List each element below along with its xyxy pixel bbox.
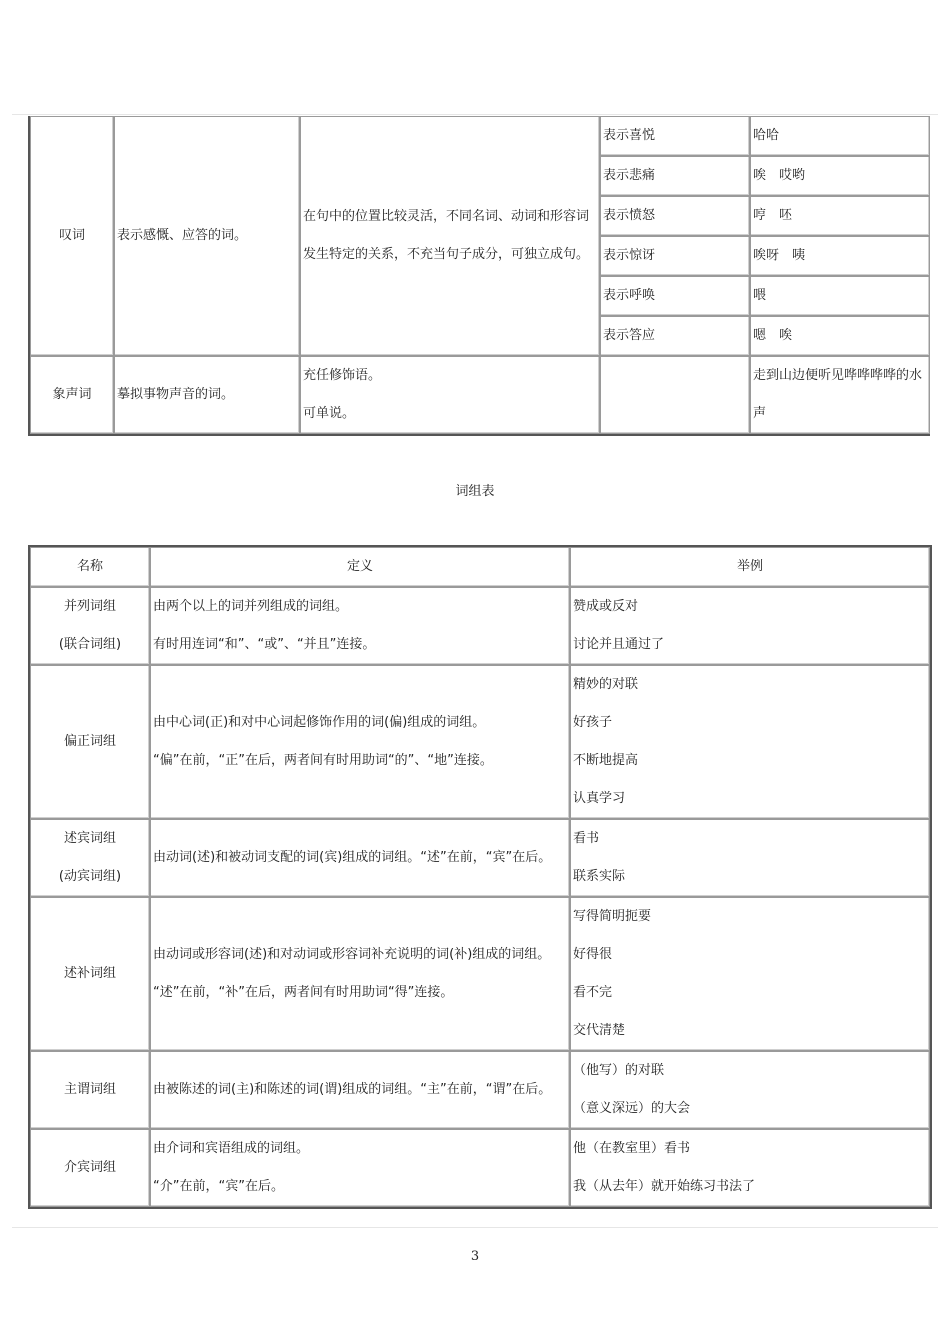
name-line: (动宾词组) [58, 869, 122, 884]
example-line: 好得很 [573, 947, 613, 962]
phrase-name [30, 665, 150, 819]
def-line: 由介词和宾语组成的词组。 [153, 1141, 310, 1156]
example-line: 好孩子 [573, 715, 613, 730]
interjection-sub-label: 表示悲痛 [600, 156, 750, 196]
def-line: 由动词(述)和被动词支配的词(宾)组成的词组。“述”在前，“宾”在后。 [153, 850, 552, 865]
interjection-sub-example: 唉 哎哟 [750, 156, 930, 196]
phrase-table-title: 词组表 [455, 484, 495, 499]
phrase-examples [570, 819, 930, 897]
table-row [30, 1051, 930, 1129]
interjection-sub-example: 哈哈 [750, 116, 930, 156]
example-line: 不断地提高 [573, 753, 639, 768]
example-line: 认真学习 [573, 791, 626, 806]
phrase-examples [570, 1129, 930, 1207]
name-line: 并列词组 [63, 599, 116, 614]
example-line: （他写）的对联 [573, 1063, 665, 1078]
interjection-sub-label: 表示呼唤 [600, 276, 750, 316]
example-line: 交代清楚 [573, 1023, 626, 1038]
example-line: 看不完 [573, 985, 613, 1000]
phrase-name [30, 1129, 150, 1207]
top-rule [12, 114, 938, 115]
def-line: 由中心词(正)和对中心词起修饰作用的词(偏)组成的词组。 [153, 715, 486, 730]
phrase-name [30, 819, 150, 897]
name-line: 偏正词组 [63, 734, 116, 749]
phrase-definition [150, 665, 570, 819]
phrase-examples [570, 1051, 930, 1129]
example-line: 他（在教室里）看书 [573, 1141, 691, 1156]
phrase-name [30, 1051, 150, 1129]
example-line: 写得简明扼要 [573, 909, 652, 924]
table-row [30, 1129, 930, 1207]
interjection-row [30, 116, 930, 156]
def-line: “介”在前，“宾”在后。 [153, 1179, 284, 1194]
phrase-examples [570, 897, 930, 1051]
usage-line: 充任修饰语。 [303, 368, 382, 383]
def-line: “述”在前，“补”在后，两者间有时用助词“得”连接。 [153, 985, 454, 1000]
interjection-sub-example: 嗯 唉 [750, 316, 930, 356]
def-line: 有时用连词“和”、“或”、“并且”连接。 [153, 637, 376, 652]
header-example: 举例 [570, 547, 930, 587]
page-number: 3 [470, 1249, 480, 1264]
def-line: 由被陈述的词(主)和陈述的词(谓)组成的词组。“主”在前，“谓”在后。 [153, 1082, 552, 1097]
interjection-name: 叹词 [30, 116, 114, 356]
phrase-definition [150, 1129, 570, 1207]
header-definition: 定义 [150, 547, 570, 587]
onomatopoeia-name: 象声词 [30, 356, 114, 434]
phrase-name [30, 587, 150, 665]
phrase-examples [570, 587, 930, 665]
table-row [30, 587, 930, 665]
onomatopoeia-empty-cell [600, 356, 750, 434]
interjection-sub-example: 喂 [750, 276, 930, 316]
phrase-definition [150, 897, 570, 1051]
example-line: 看书 [573, 831, 600, 846]
name-line: 介宾词组 [63, 1160, 116, 1175]
example-line: （意义深远）的大会 [573, 1101, 691, 1116]
header-name: 名称 [30, 547, 150, 587]
phrase-name [30, 897, 150, 1051]
interjection-sub-label: 表示愤怒 [600, 196, 750, 236]
onomatopoeia-example: 走到山边便听见哗哗哗哗的水声 [750, 356, 930, 434]
phrase-definition [150, 1051, 570, 1129]
name-line: 主谓词组 [63, 1082, 116, 1097]
def-line: 由两个以上的词并列组成的词组。 [153, 599, 349, 614]
interjection-sub-label: 表示答应 [600, 316, 750, 356]
def-line: 由动词或形容词(述)和对动词或形容词补充说明的词(补)组成的词组。 [153, 947, 551, 962]
table-row [30, 819, 930, 897]
example-line: 精妙的对联 [573, 677, 639, 692]
header-row [30, 547, 930, 587]
name-line: (联合词组) [58, 637, 122, 652]
def-line: “偏”在前，“正”在后，两者间有时用助词“的”、“地”连接。 [153, 753, 493, 768]
onomatopoeia-meaning: 摹拟事物声音的词。 [114, 356, 300, 434]
bottom-rule [12, 1227, 938, 1228]
interjection-sub-example: 哼 呸 [750, 196, 930, 236]
phrase-definition [150, 819, 570, 897]
usage-line: 可单说。 [303, 406, 356, 421]
phrase-table [28, 545, 932, 1209]
table-row [30, 665, 930, 819]
table-row [30, 897, 930, 1051]
example-line: 赞成或反对 [573, 599, 639, 614]
name-line: 述补词组 [63, 966, 116, 981]
interjection-meaning: 表示感慨、应答的词。 [114, 116, 300, 356]
interjection-sub-label: 表示喜悦 [600, 116, 750, 156]
word-class-table [28, 116, 930, 436]
name-line: 述宾词组 [63, 831, 116, 846]
example-line: 联系实际 [573, 869, 626, 884]
example-line: 我（从去年）就开始练习书法了 [573, 1179, 756, 1194]
phrase-definition [150, 587, 570, 665]
onomatopoeia-usage [300, 356, 600, 434]
onomatopoeia-row [30, 356, 930, 434]
interjection-usage: 在句中的位置比较灵活，不同名词、动词和形容词发生特定的关系，不充当句子成分，可独立成句。 [300, 116, 600, 356]
phrase-examples [570, 665, 930, 819]
interjection-sub-label: 表示惊讶 [600, 236, 750, 276]
interjection-sub-example: 唉呀 咦 [750, 236, 930, 276]
example-line: 讨论并且通过了 [573, 637, 665, 652]
